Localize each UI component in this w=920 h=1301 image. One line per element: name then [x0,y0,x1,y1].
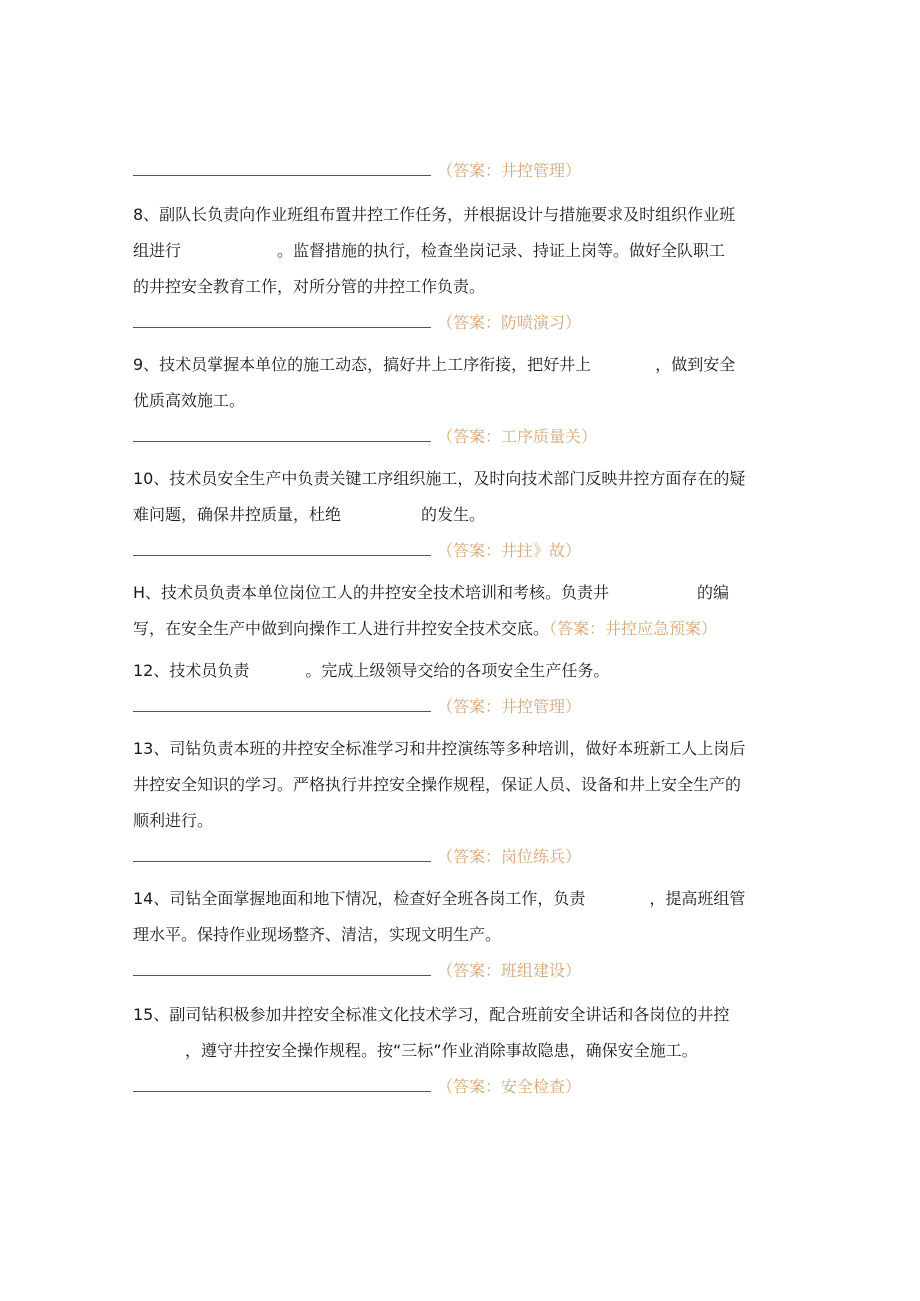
answer-blank-rule [133,426,431,442]
question-9-line-2: 优质高效施工。 [133,391,246,410]
question-15-line-1: 15、副司钻积极参加井控安全标准文化技术学习，配合班前安全讲话和各岗位的井控 [133,1005,730,1024]
question-11-line-1 [133,582,729,604]
answer-text: （答案：工序质量关） [437,427,598,446]
answer-blank-rule [133,960,431,976]
answer-blank-rule [133,696,431,712]
question-12-text-a: 12、技术员负责 [133,661,250,680]
answer-line-8 [133,312,581,334]
question-14-line-2: 理水平。保持作业现场整齐、清洁，实现文明生产。 [133,925,502,944]
question-8-line-3: 的井控安全教育工作，对所分管的井控工作负责。 [133,277,486,296]
answer-text: （答案：班组建设） [437,961,582,980]
answer-line-10 [133,540,581,562]
answer-blank-rule [133,160,431,176]
answer-blank-rule [133,540,431,556]
question-12-text-b: 。完成上级领导交给的各项安全生产任务。 [305,661,610,680]
question-10-line-2 [133,504,485,526]
answer-text: （答案：防喷演习） [437,313,582,332]
answer-blank-rule [133,312,431,328]
question-14-line-1 [133,888,745,910]
question-15-text-b: ，遵守井控安全操作规程。按“三标”作业消除事故隐患，确保安全施工。 [185,1041,698,1060]
answer-line-15 [133,1076,581,1098]
question-8-text-a: 组进行 [133,241,182,260]
answer-line-7 [133,160,581,182]
answer-text: （答案：井控管理） [437,161,582,180]
question-11-text-c: 写，在安全生产中做到向操作工人进行井控安全技术交底。 [133,619,550,638]
question-14-text-a: 14、司钻全面掌握地面和地下情况，检查好全班各岗工作，负责 [133,889,586,908]
question-8-line-2 [133,240,725,262]
question-11-text-a: H、技术员负责本单位岗位工人的井控安全技术培训和考核。负责井 [133,583,610,602]
answer-line-12 [133,696,581,718]
question-11-text-b: 的编 [697,583,730,602]
answer-line-14 [133,960,581,982]
question-13-line-3: 顺利进行。 [133,811,214,830]
answer-blank-rule [133,846,431,862]
question-10-line-1: 10、技术员安全生产中负责关键工序组织施工，及时向技术部门反映井控方面存在的疑 [133,469,746,488]
answer-text: （答案：岗位练兵） [437,847,582,866]
question-15-line-2 [133,1040,698,1062]
answer-blank-rule [133,1076,431,1092]
question-13-line-1: 13、司钻负责本班的井控安全标准学习和井控演练等多种培训，做好本班新工人上岗后 [133,739,746,758]
question-9-text-a: 9、技术员掌握本单位的施工动态，搞好井上工序衔接，把好井上 [133,355,592,374]
question-13-line-2: 井控安全知识的学习。严格执行井控安全操作规程，保证人员、设备和井上安全生产的 [133,775,742,794]
question-10-text-b: 的发生。 [421,505,486,524]
question-10-text-a: 难问题，确保井控质量，杜绝 [133,505,342,524]
answer-line-13 [133,846,581,868]
question-14-text-b: ，提高班组管 [649,889,746,908]
question-8-line-1: 8、副队长负责向作业班组布置井控工作任务，并根据设计与措施要求及时组织作业班 [133,205,736,224]
answer-text: （答案：井控应急预案） [549,619,718,638]
question-11-line-2 [133,618,717,640]
question-8-text-b: 。监督措施的执行，检查坐岗记录、持证上岗等。做好全队职工 [277,241,726,260]
question-9-line-1 [133,354,735,376]
answer-text: （答案：安全检查） [437,1077,582,1096]
answer-text: （答案：井拄》故） [437,541,582,560]
question-9-text-b: ，做到安全 [655,355,736,374]
question-12-line-1 [133,660,609,682]
answer-line-9 [133,426,597,448]
answer-text: （答案：井控管理） [437,697,582,716]
